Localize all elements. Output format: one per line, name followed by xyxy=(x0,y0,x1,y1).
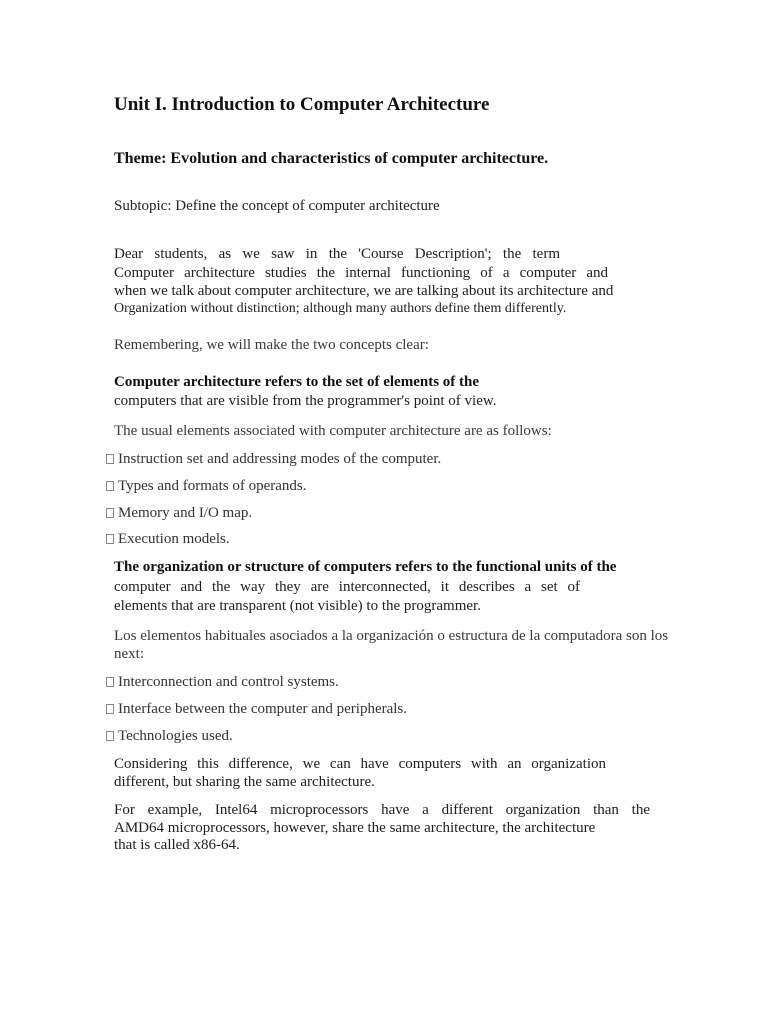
org-definition-line-2: computer and the way they are interconnected, it describes a set of xyxy=(114,579,580,595)
intro-line-1: Dear students, as we saw in the 'Course Description'; the term xyxy=(114,246,560,262)
intro-line-2: Computer architecture studies the internal functioning of a computer and xyxy=(114,265,608,281)
theme-heading: Theme: Evolution and characteristics of computer architecture. xyxy=(114,150,549,167)
list-item: Types and formats of operands. xyxy=(106,477,306,495)
list-item: Memory and I/O map. xyxy=(106,504,252,522)
list-item: Interconnection and control systems. xyxy=(106,673,339,691)
bullet-glyph-icon xyxy=(106,481,114,491)
unit-title: Unit I. Introduction to Computer Architecture xyxy=(114,94,490,115)
bullet-glyph-icon xyxy=(106,677,114,687)
list-item: Technologies used. xyxy=(106,727,233,745)
bullet-glyph-icon xyxy=(106,508,114,518)
example-line-2: AMD64 microprocessors, however, share the same architecture, the architecture xyxy=(114,820,596,836)
arch-definition-line-2: computers that are visible from the programmer's point of view. xyxy=(114,393,497,409)
list-item: Instruction set and addressing modes of the computer. xyxy=(106,450,441,468)
considering-line-1: Considering this difference, we can have computers with an organization xyxy=(114,756,606,772)
example-line-3: that is called x86-64. xyxy=(114,837,240,853)
arch-definition-line-1: Computer architecture refers to the set of elements of the xyxy=(114,374,480,390)
intro-line-4: Organization without distinction; although many authors define them differently. xyxy=(114,301,567,316)
list-item: Execution models. xyxy=(106,530,230,548)
org-elements-intro-line-1: Los elementos habituales asociados a la organización o estructura de la computadora son los xyxy=(114,628,669,644)
example-line-1: For example, Intel64 microprocessors have a different organization than the xyxy=(114,802,650,818)
considering-line-2: different, but sharing the same architecture. xyxy=(114,774,375,790)
arch-elements-intro: The usual elements associated with computer architecture are as follows: xyxy=(114,423,552,439)
intro-line-3: when we talk about computer architecture, we are talking about its architecture and xyxy=(114,283,614,299)
bullet-glyph-icon xyxy=(106,704,114,714)
remembering-line: Remembering, we will make the two concepts clear: xyxy=(114,337,429,353)
list-item: Interface between the computer and peripherals. xyxy=(106,700,407,718)
bullet-glyph-icon xyxy=(106,731,114,741)
bullet-glyph-icon xyxy=(106,534,114,544)
org-elements-intro-line-2: next: xyxy=(114,646,144,662)
org-definition-line-1: The organization or structure of computers refers to the functional units of the xyxy=(114,559,617,575)
subtopic-line: Subtopic: Define the concept of computer architecture xyxy=(114,198,440,214)
bullet-glyph-icon xyxy=(106,454,114,464)
org-definition-line-3: elements that are transparent (not visible) to the programmer. xyxy=(114,598,481,614)
